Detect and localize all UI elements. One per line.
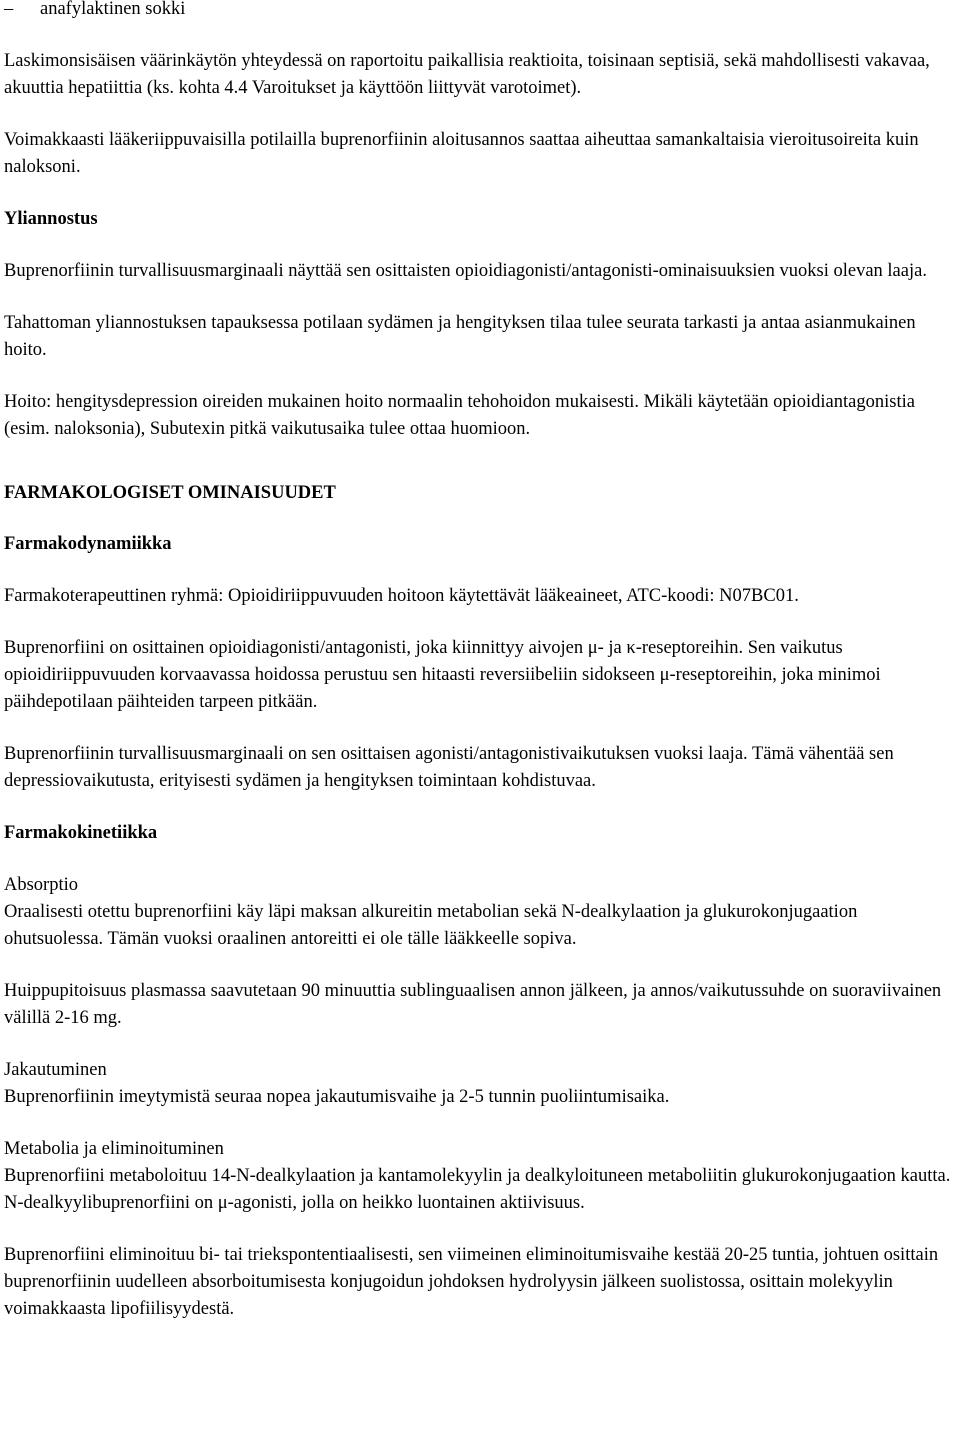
paragraph-safety-margin: Buprenorfiinin turvallisuusmarginaali näyttää sen osittaisten opioidiagonisti/antagonisti-ominaisuuksien vuoksi olevan laaja.	[4, 261, 927, 281]
bullet-dash: –	[4, 0, 14, 19]
paragraph-iv-misuse: Laskimonsisäisen väärinkäytön yhteydessä on raportoitu paikallisia reaktioita, toisinaan septisiä, sekä mahdollisesti vakavaa, akuuttia hepatiittia (ks. kohta 4.4 Varoitukset ja käyttöön liittyvät varotoimet).	[4, 51, 930, 98]
subheading-jakautuminen: Jakautuminen	[4, 1060, 107, 1080]
document-page	[4, 0, 954, 1323]
bullet-text: anafylaktinen sokki	[40, 0, 186, 19]
paragraph-peak-concentration: Huippupitoisuus plasmassa saavutetaan 90 minuuttia sublinguaalisen annon jälkeen, ja annos/vaikutussuhde on suoraviivainen välillä 2-16 mg.	[4, 981, 942, 1028]
heading-farmakologiset-ominaisuudet: FARMAKOLOGISET OMINAISUUDET	[4, 483, 336, 503]
subheading-metabolia: Metabolia ja eliminoituminen	[4, 1139, 224, 1159]
heading-farmakokinetiikka: Farmakokinetiikka	[4, 823, 158, 843]
paragraph-safety-agonist: Buprenorfiinin turvallisuusmarginaali on sen osittaisen agonisti/antagonistivaikutuksen vuoksi laaja. Tämä vähentää sen depressiovaikutusta, erityisesti sydämen ja hengityksen toimintaan kohdistuvaa.	[4, 744, 894, 791]
heading-farmakodynamiikka: Farmakodynamiikka	[4, 534, 172, 554]
bullet-list-item	[4, 0, 954, 23]
subheading-absorptio: Absorptio	[4, 875, 78, 895]
heading-yliannostus: Yliannostus	[4, 209, 98, 229]
paragraph-distribution: Buprenorfiinin imeytymistä seuraa nopea jakautumisvaihe ja 2-5 tunnin puoliintumisaika.	[4, 1087, 670, 1107]
paragraph-atc-code: Farmakoterapeuttinen ryhmä: Opioidiriippuvuuden hoitoon käytettävät lääkeaineet, ATC-koodi: N07BC01.	[4, 586, 799, 606]
paragraph-withdrawal: Voimakkaasti lääkeriippuvaisilla potilailla buprenorfiinin aloitusannos saattaa aiheuttaa samankaltaisia vieroitusoireita kuin naloksoni.	[4, 130, 919, 177]
paragraph-elimination: Buprenorfiini eliminoituu bi- tai triekspontentiaalisesti, sen viimeinen eliminoitumisvaihe kestää 20-25 tuntia, johtuen osittain buprenorfiinin uudelleen absorboitumisesta konjugoidun johdoksen hydrolyysin jälkeen suolistossa, osittain molekyylin voimakkaasta lipofiilisyydestä.	[4, 1245, 939, 1319]
paragraph-treatment: Hoito: hengitysdepression oireiden mukainen hoito normaalin tehohoidon mukaisesti. Mikäli käytetään opioidiantagonistia (esim. naloksonia), Subutexin pitkä vaikutusaika tulee ottaa huomioon.	[4, 392, 915, 439]
paragraph-mechanism: Buprenorfiini on osittainen opioidiagonisti/antagonisti, joka kiinnittyy aivojen μ- ja κ-reseptoreihin. Sen vaikutus opioidiriippuvuuden korvaavassa hoidossa perustuu sen hitaasti reversiibeliin sidokseen μ-reseptoreihin, joka minimoi päihdepotilaan päihteiden tarpeen pitkään.	[4, 638, 881, 712]
paragraph-metabolism: Buprenorfiini metaboloituu 14-N-dealkylaation ja kantamolekyylin ja dealkyloituneen metaboliitin glukurokonjugaation kautta. N-dealkyylibuprenorfiini on μ-agonisti, jolla on heikko luontainen aktiivisuus.	[4, 1166, 951, 1213]
paragraph-absorption: Oraalisesti otettu buprenorfiini käy läpi maksan alkureitin metabolian sekä N-dealkylaation ja glukurokonjugaation ohutsuolessa. Tämän vuoksi oraalinen antoreitti ei ole tälle lääkkeelle sopiva.	[4, 902, 858, 949]
paragraph-overdose: Tahattoman yliannostuksen tapauksessa potilaan sydämen ja hengityksen tilaa tulee seurata tarkasti ja antaa asianmukainen hoito.	[4, 313, 916, 360]
